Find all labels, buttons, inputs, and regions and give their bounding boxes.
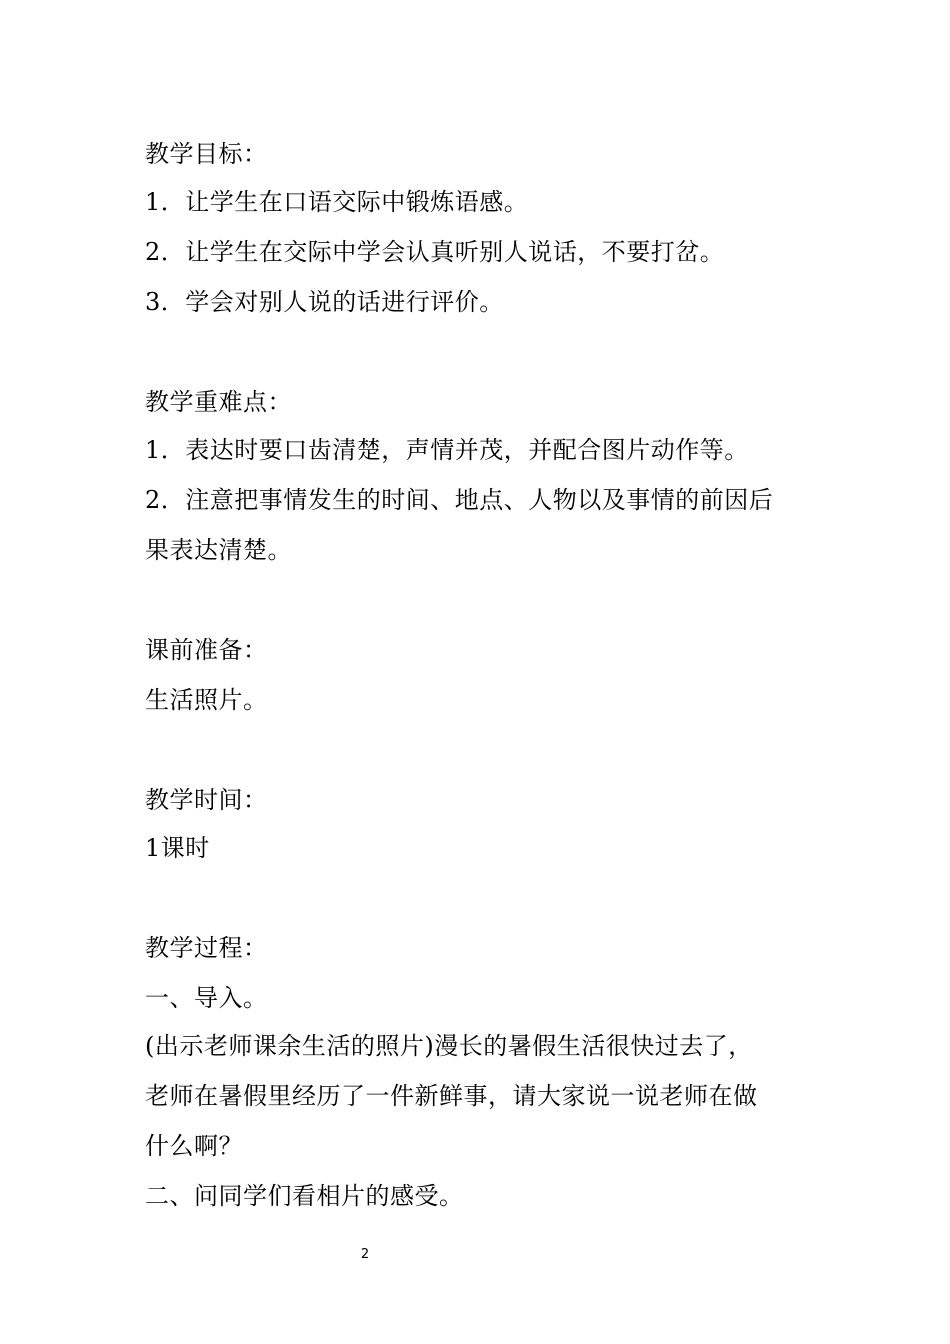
process-line-5: 二、问同学们看相片的感受。 xyxy=(145,1182,464,1210)
page-number: 2 xyxy=(360,1247,370,1262)
preparation-heading: 课前准备： xyxy=(145,636,268,664)
objective-item-3: 3．学会对别人说的话进行评价。 xyxy=(145,288,504,316)
key-points-heading: 教学重难点： xyxy=(145,388,292,416)
objective-item-1: 1．让学生在口语交际中锻炼语感。 xyxy=(145,188,529,216)
objective-item-2: 2．让学生在交际中学会认真听别人说话，不要打岔。 xyxy=(145,238,725,266)
preparation-content: 生活照片。 xyxy=(145,686,268,714)
key-point-item-2-continued: 果表达清楚。 xyxy=(145,536,292,564)
time-content: 1课时 xyxy=(145,834,210,862)
key-point-item-2: 2．注意把事情发生的时间、地点、人物以及事情的前因后 xyxy=(145,486,774,514)
process-line-1: 一、导入。 xyxy=(145,984,268,1012)
time-heading: 教学时间： xyxy=(145,786,268,814)
process-line-2: (出示老师课余生活的照片)漫长的暑假生活很快过去了， xyxy=(145,1032,753,1060)
objectives-heading: 教学目标： xyxy=(145,140,268,168)
key-point-item-1: 1．表达时要口齿清楚，声情并茂，并配合图片动作等。 xyxy=(145,436,749,464)
process-heading: 教学过程： xyxy=(145,934,268,962)
process-line-3: 老师在暑假里经历了一件新鲜事，请大家说一说老师在做 xyxy=(145,1082,758,1110)
process-line-4: 什么啊？ xyxy=(145,1132,243,1160)
